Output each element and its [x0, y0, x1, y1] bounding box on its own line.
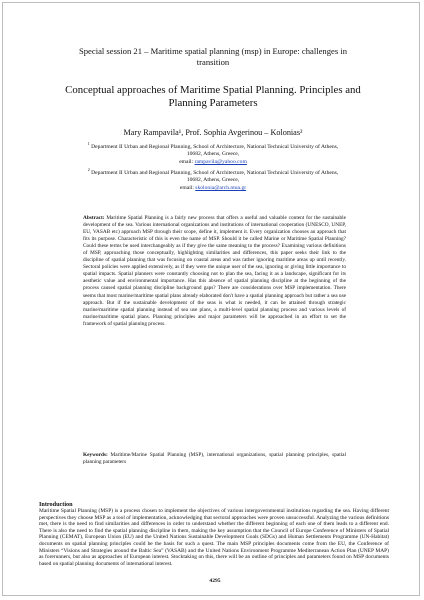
abstract-block — [83, 215, 346, 328]
affiliation-1-email-label: email: — [179, 158, 194, 165]
introduction-text: Maritime Spatial Planning (MSP) is a process chosen to implement the objectives of various intergovernmental institutions regarding the sea. Having different perspectives they choose MSP as a tool of implementation, acknowledging that sectoral approaches were proven unsuccessful. Analyzing the various definitions met, there is the need to find similarities and differences in order to understand whether the different beginning of each one of them leads to a different end. There is also the need to find the spatial planning discipline in them, making the key assumption that the Council of Europe Conference of Ministers of Spatial Planning (CEMAT), European Union (EU) and the United Nations Sustainable Development Goals (SDGs) and Human Settlements Programme (UN-Habitat) documents on spatial planning principles could be the basis for such a quest. The main MSP principles documents come from the EU, the Conference of Ministers “Visions and Strategies around the Baltic Sea” (VASAB) and the United Nations Environment Programme Mediterranean Action Plan (UNEP MAP) as forerunners, but also as approaches of European interest. Stocktaking on this, there will be an outline of principles and parameters found on MSP documents based on spatial planning documents of international interest. — [39, 508, 389, 567]
affiliation-1-text: Department II Urban and Regional Planning, School of Architecture, National Technical University of Athens, 10682, Athens, Greece, — [91, 144, 339, 158]
keywords-block — [83, 452, 346, 466]
affiliation-1-mark: 1 — [87, 141, 90, 147]
abstract-text: Maritime Spatial Planning is a fairly new process that offers a useful and valuable content for the sustainable development of the sea. Various international organizations and institutions of international cooperation (UNESCO, UNEP, EU, VASAB etc) approach MSP through their scope, define it, implement it. Every organization chooses an approach that fits its purpose. Characteristic of this is even the name of MSP. Should it be called Marine or Maritime Spatial Planning? Could these terms be used interchangeably as if they give the same meaning to the process? Examining various definitions of MSP, approaching those conceptually, highlighting similarities and differences, this paper seeks their link to the discipline of spatial planning that was focusing on coastal areas and was rather ignoring maritime areas up until recently. Sectoral policies were applied extensively, as if they were the unique user of the sea, ignoring or giving little importance to spatial impacts. Spatial planners were constantly choosing not to plan the sea, facing it as a landscape, significant for its aesthetic value and environmental importance. Has this absence of spatial planning discipline at the beginning of the process caused spatial planning discipline background gaps? There are considerations over MSP implementation. There seems that most marine/maritime spatial plans already elaborated don't have a spatial planning approach but rather a sea use approach. But if the sustainable development of the seas is what is needed, it can be attained through strategic marine/maritime spatial planning instead of sea use plans, a multi-level spatial planning process and various levels of marine/maritime spatial plans. Planning principles and major parameters will be approached in an effort to set the framework of spatial planning process. — [83, 215, 346, 327]
affiliation-2-text: Department II Urban and Regional Planning, School of Architecture, National Technical University of Athens, 10682, Athens, Greece, — [91, 170, 339, 184]
session-heading: Special session 21 – Maritime spatial planning (msp) in Europe: challenges in transition — [78, 46, 348, 67]
affiliation-2-email-link[interactable]: skolonia@arch.ntua.gr — [195, 184, 247, 191]
author-list: Mary Rampavila¹, Prof. Sophia Avgerinou – Kolonias² — [123, 128, 303, 137]
affiliation-1 — [83, 141, 343, 166]
keywords-text: Maritime/Marine Spatial Planning (MSP), international organizations, spatial planning principles, spatial planning parameters — [83, 452, 346, 466]
keywords-label: Keywords: — [83, 452, 108, 458]
affiliation-1-email-link[interactable]: rampavila@yahoo.com — [194, 158, 247, 165]
abstract-label: Abstract: — [83, 215, 105, 221]
affiliation-2 — [83, 167, 343, 192]
page-number: 4295 — [209, 578, 221, 584]
affiliation-2-email-label: email: — [179, 184, 194, 191]
paper-page — [2, 2, 420, 596]
introduction-heading: Introduction — [39, 501, 73, 508]
paper-title: Conceptual approaches of Maritime Spatial Planning. Principles and Planning Parameters — [65, 84, 361, 109]
affiliation-2-mark: 2 — [87, 167, 90, 173]
